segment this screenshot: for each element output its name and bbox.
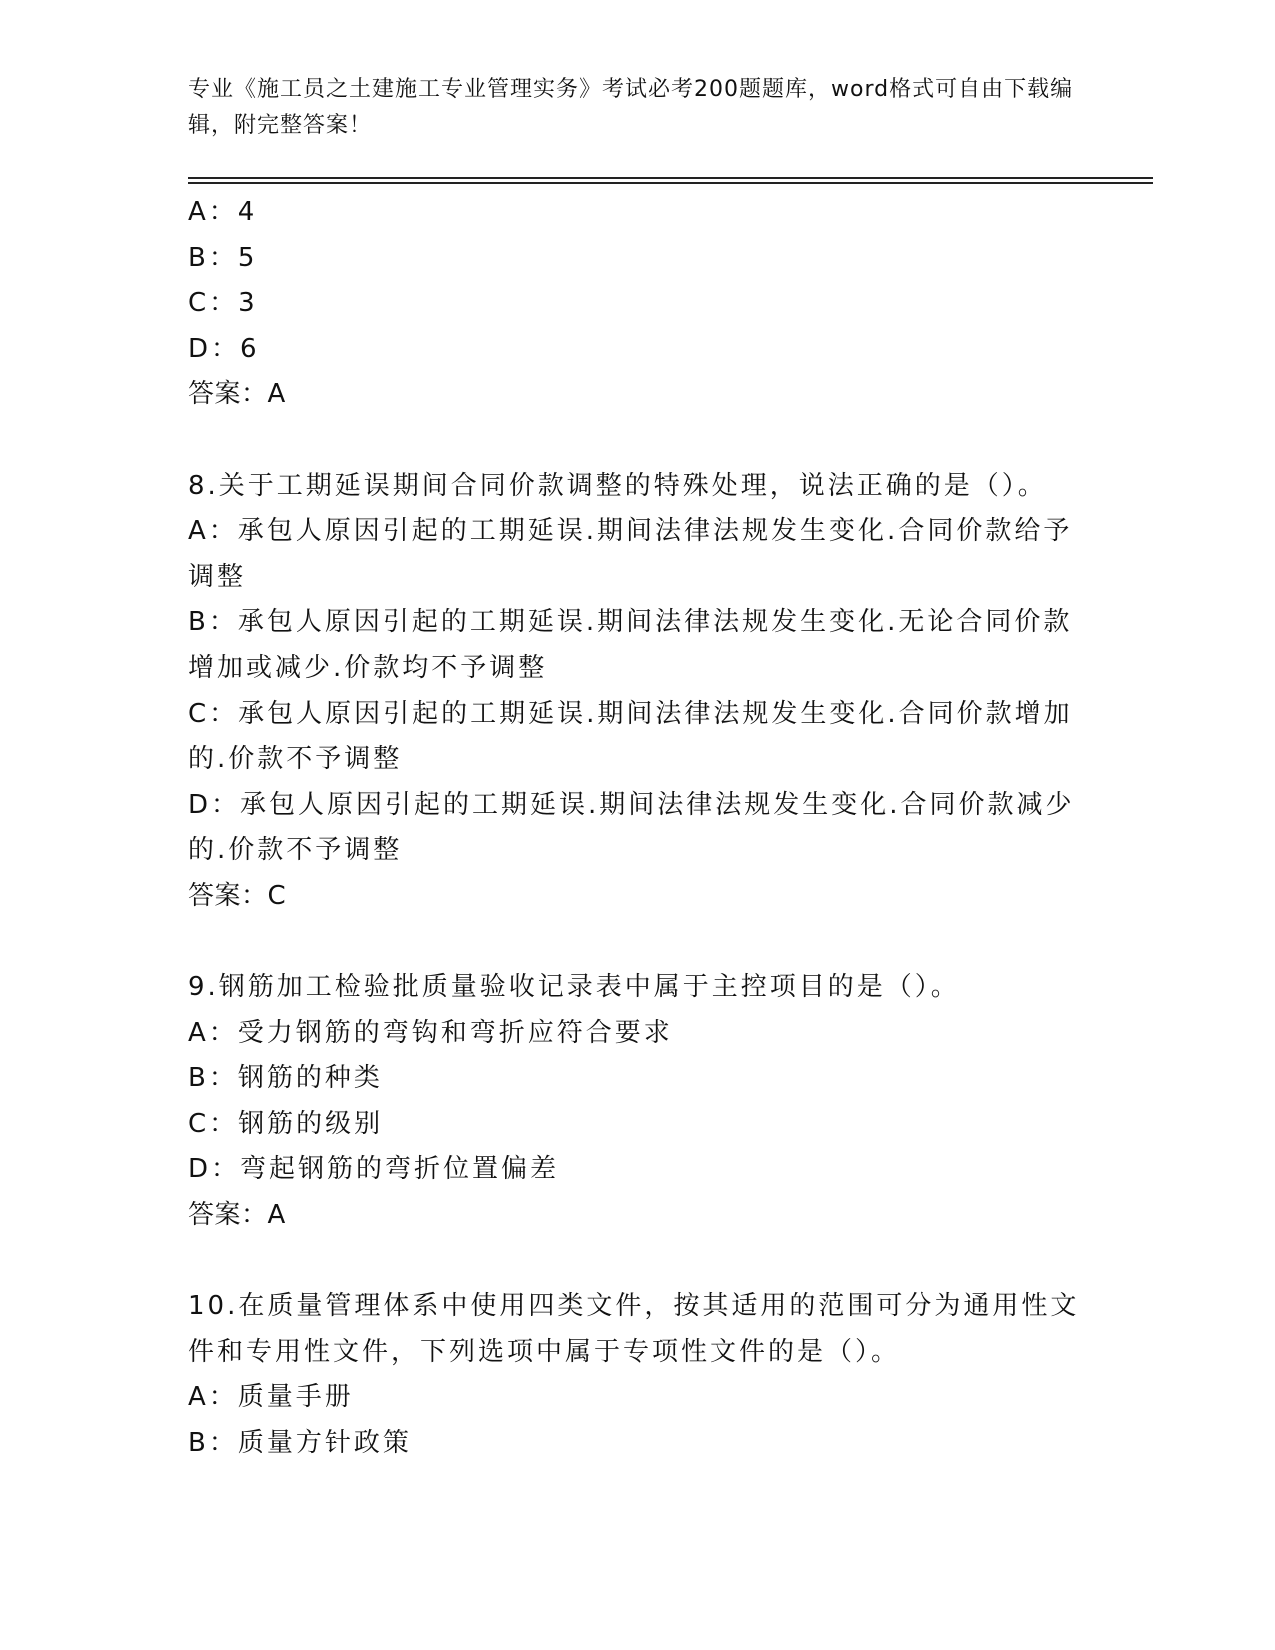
question-block-10	[188, 1284, 1088, 1466]
answer-line: 答案：A	[188, 1200, 286, 1231]
option-d-continued: 的.价款不予调整	[188, 835, 403, 866]
question-stem-continued: 件和专用性文件，下列选项中属于专项性文件的是（）。	[188, 1336, 901, 1367]
option-c-continued: 的.价款不予调整	[188, 744, 403, 775]
option-a: A：质量手册	[188, 1382, 354, 1413]
option-d: D：6	[188, 333, 260, 364]
option-c: C：3	[188, 288, 258, 319]
option-c: C：钢筋的级别	[188, 1108, 384, 1139]
option-b: B：钢筋的种类	[188, 1063, 383, 1094]
option-d: D：承包人原因引起的工期延误.期间法律法规发生变化.合同价款减少	[188, 789, 1075, 820]
question-block-8	[188, 464, 1088, 920]
question-block-9	[188, 965, 1088, 1239]
answer-line: 答案：C	[188, 880, 287, 911]
spacer	[188, 920, 1088, 966]
question-stem: 10.在质量管理体系中使用四类文件，按其适用的范围可分为通用性文	[188, 1291, 1080, 1322]
spacer	[188, 1239, 1088, 1285]
spacer	[188, 418, 1088, 464]
option-a: A：4	[188, 197, 258, 227]
option-b: B：5	[188, 242, 258, 273]
option-d: D：弯起钢筋的弯折位置偏差	[188, 1154, 560, 1185]
option-a-continued: 调整	[188, 561, 247, 592]
option-a: A：承包人原因引起的工期延误.期间法律法规发生变化.合同价款给予	[188, 516, 1073, 547]
header-divider-bottom	[188, 182, 1153, 184]
question-stem: 8.关于工期延误期间合同价款调整的特殊处理，说法正确的是（）。	[188, 470, 1047, 501]
question-stem: 9.钢筋加工检验批质量验收记录表中属于主控项目的是（）。	[188, 972, 960, 1003]
answer-line: 答案：A	[188, 379, 286, 410]
option-b: B：承包人原因引起的工期延误.期间法律法规发生变化.无论合同价款	[188, 607, 1073, 638]
option-b: B：质量方针政策	[188, 1428, 412, 1459]
question-list	[188, 190, 1088, 1467]
option-b-continued: 增加或减少.价款均不予调整	[188, 652, 548, 683]
document-header: 专业《施工员之土建施工专业管理实务》考试必考200题题库，word格式可自由下载编辑，附完整答案！	[188, 77, 1074, 138]
option-a: A：受力钢筋的弯钩和弯折应符合要求	[188, 1017, 673, 1048]
option-c: C：承包人原因引起的工期延误.期间法律法规发生变化.合同价款增加	[188, 698, 1073, 729]
question-block-7	[188, 190, 1088, 418]
header-divider-top	[188, 177, 1153, 179]
